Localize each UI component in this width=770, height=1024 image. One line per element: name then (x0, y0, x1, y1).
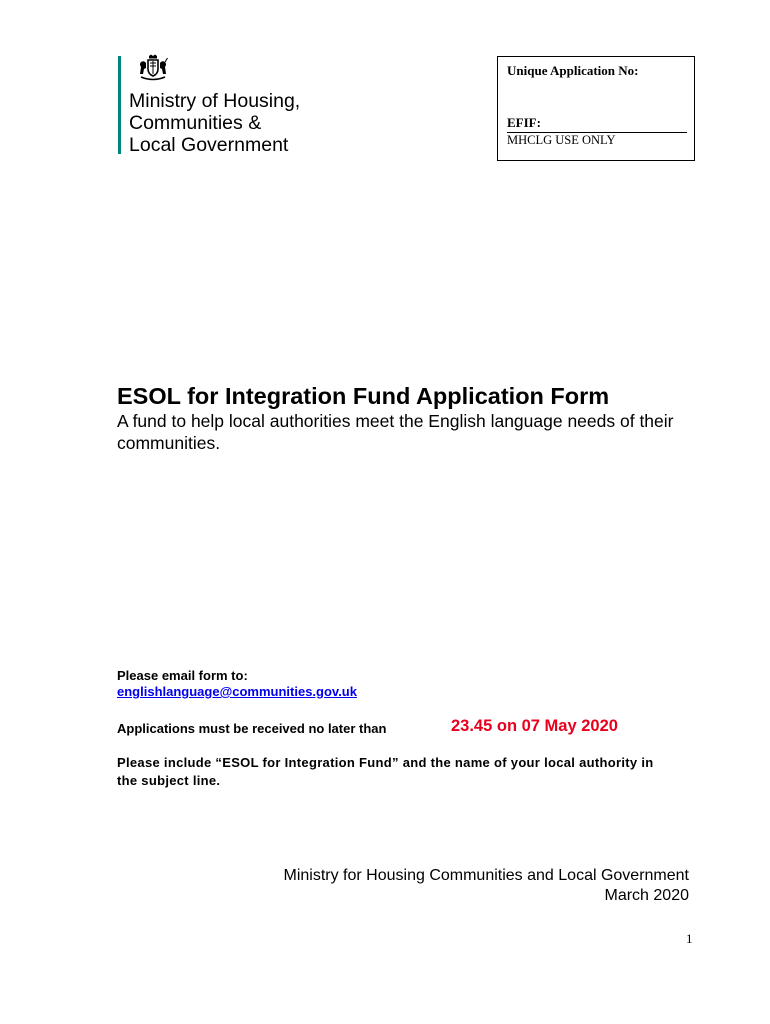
efif-field: EFIF: (507, 115, 687, 133)
logo-line-2: Communities & (129, 112, 262, 134)
logo-wordmark (129, 90, 300, 156)
footer-ministry: Ministry for Housing Communities and Local Government (283, 867, 689, 884)
footer-date: March 2020 (604, 887, 689, 904)
deadline-value: 23.45 on 07 May 2020 (451, 717, 618, 735)
page-title: ESOL for Integration Fund Application Form (117, 383, 610, 409)
unique-application-no-label: Unique Application No: (507, 63, 639, 78)
mhclg-logo (118, 54, 358, 158)
mhclg-use-only-label: MHCLG USE ONLY (507, 133, 616, 147)
email-instruction-label: Please email form to: (117, 668, 248, 683)
subject-line-instruction: Please include “ESOL for Integration Fund” and the name of your local authority in the subject line. (117, 755, 654, 788)
royal-crest-icon (138, 54, 168, 82)
page-subtitle: A fund to help local authorities meet the English language needs of their communities. (117, 411, 674, 453)
email-link[interactable]: englishlanguage@communities.gov.uk (117, 684, 357, 699)
page-number: 1 (686, 931, 693, 946)
logo-line-3: Local Government (129, 134, 289, 156)
logo-accent-bar (118, 56, 121, 154)
logo-line-1: Ministry of Housing, (129, 90, 301, 112)
deadline-label: Applications must be received no later than (117, 721, 387, 736)
application-number-box (497, 56, 695, 161)
